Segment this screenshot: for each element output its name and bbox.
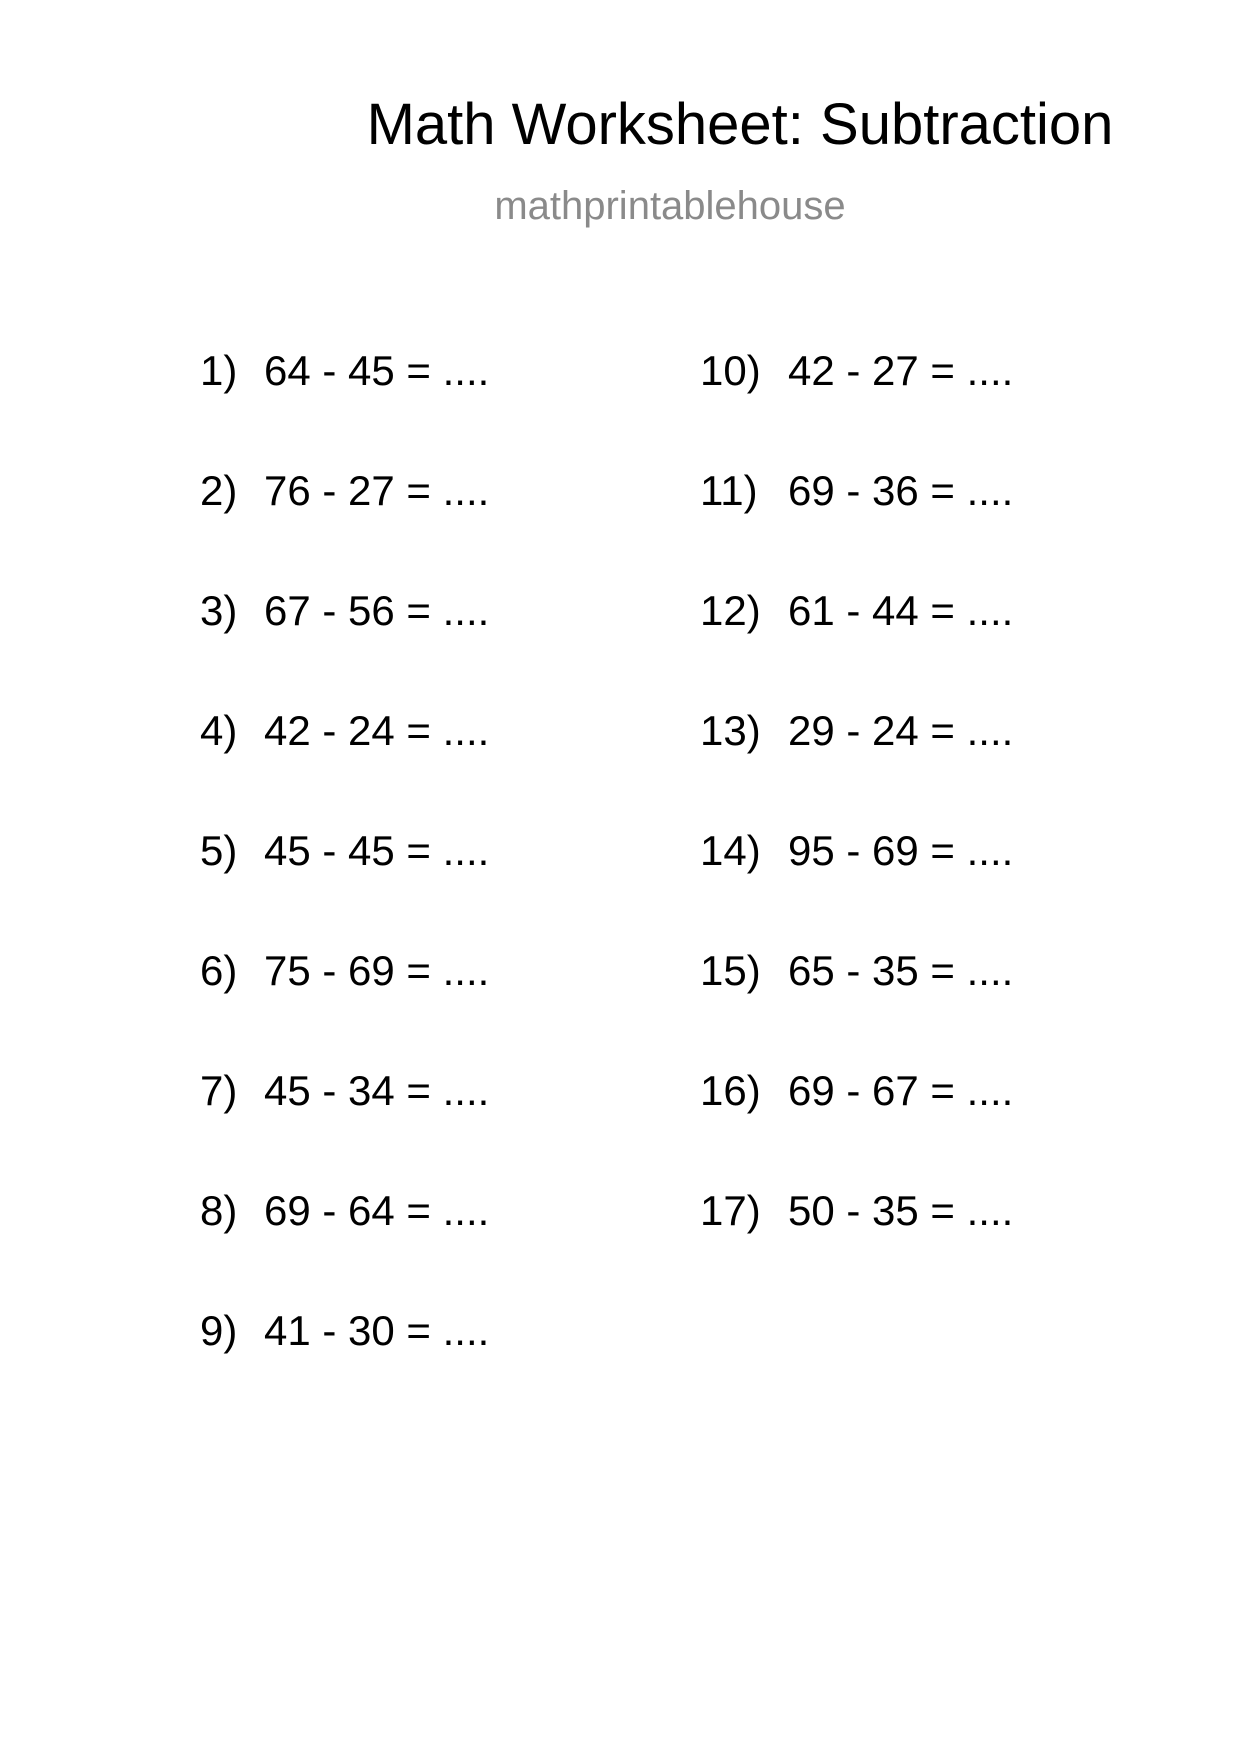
- problem-4: [200, 707, 490, 830]
- problem-15: [700, 947, 1014, 1070]
- problems-column-right: [700, 347, 1014, 1310]
- problem-9: [200, 1307, 490, 1430]
- problem-expression: 65 - 35 = ....: [788, 947, 1014, 994]
- problem-number: 11): [700, 467, 758, 514]
- problem-expression: 69 - 36 = ....: [788, 467, 1014, 514]
- problem-13: [700, 707, 1014, 830]
- problem-14: [700, 827, 1014, 950]
- problem-expression: 42 - 24 = ....: [264, 707, 490, 754]
- problem-number: 17): [700, 1187, 761, 1234]
- problem-expression: 29 - 24 = ....: [788, 707, 1014, 754]
- page-subtitle: mathprintablehouse: [494, 184, 846, 228]
- problem-number: 9): [200, 1307, 238, 1354]
- problem-number: 14): [700, 827, 761, 874]
- problem-expression: 69 - 67 = ....: [788, 1067, 1014, 1114]
- problem-number: 16): [700, 1067, 761, 1114]
- problem-2: [200, 467, 490, 590]
- problem-expression: 95 - 69 = ....: [788, 827, 1014, 874]
- problem-number: 3): [200, 587, 238, 634]
- problem-expression: 45 - 34 = ....: [264, 1067, 490, 1114]
- problem-number: 15): [700, 947, 761, 994]
- problem-7: [200, 1067, 490, 1190]
- problem-8: [200, 1187, 490, 1310]
- problem-number: 8): [200, 1187, 238, 1234]
- problem-1: [200, 347, 490, 470]
- problem-number: 6): [200, 947, 238, 994]
- problem-number: 12): [700, 587, 761, 634]
- problem-number: 2): [200, 467, 238, 514]
- problems-column-left: [200, 347, 490, 1430]
- problem-expression: 67 - 56 = ....: [264, 587, 490, 634]
- problem-number: 4): [200, 707, 238, 754]
- problem-expression: 75 - 69 = ....: [264, 947, 490, 994]
- problem-number: 1): [200, 347, 238, 394]
- problem-5: [200, 827, 490, 950]
- problem-expression: 42 - 27 = ....: [788, 347, 1014, 394]
- problem-expression: 69 - 64 = ....: [264, 1187, 490, 1234]
- problem-expression: 50 - 35 = ....: [788, 1187, 1014, 1234]
- problem-3: [200, 587, 490, 710]
- problem-16: [700, 1067, 1014, 1190]
- problem-number: 5): [200, 827, 238, 874]
- problem-12: [700, 587, 1014, 710]
- problem-expression: 61 - 44 = ....: [788, 587, 1014, 634]
- problem-expression: 64 - 45 = ....: [264, 347, 490, 394]
- problem-expression: 76 - 27 = ....: [264, 467, 490, 514]
- problem-11: [700, 467, 1014, 590]
- problem-expression: 45 - 45 = ....: [264, 827, 490, 874]
- problem-number: 13): [700, 707, 761, 754]
- problem-number: 10): [700, 347, 761, 394]
- problem-10: [700, 347, 1014, 470]
- page-title: Math Worksheet: Subtraction: [366, 92, 1114, 157]
- problem-17: [700, 1187, 1014, 1310]
- problem-6: [200, 947, 490, 1070]
- problem-number: 7): [200, 1067, 238, 1114]
- problem-expression: 41 - 30 = ....: [264, 1307, 490, 1354]
